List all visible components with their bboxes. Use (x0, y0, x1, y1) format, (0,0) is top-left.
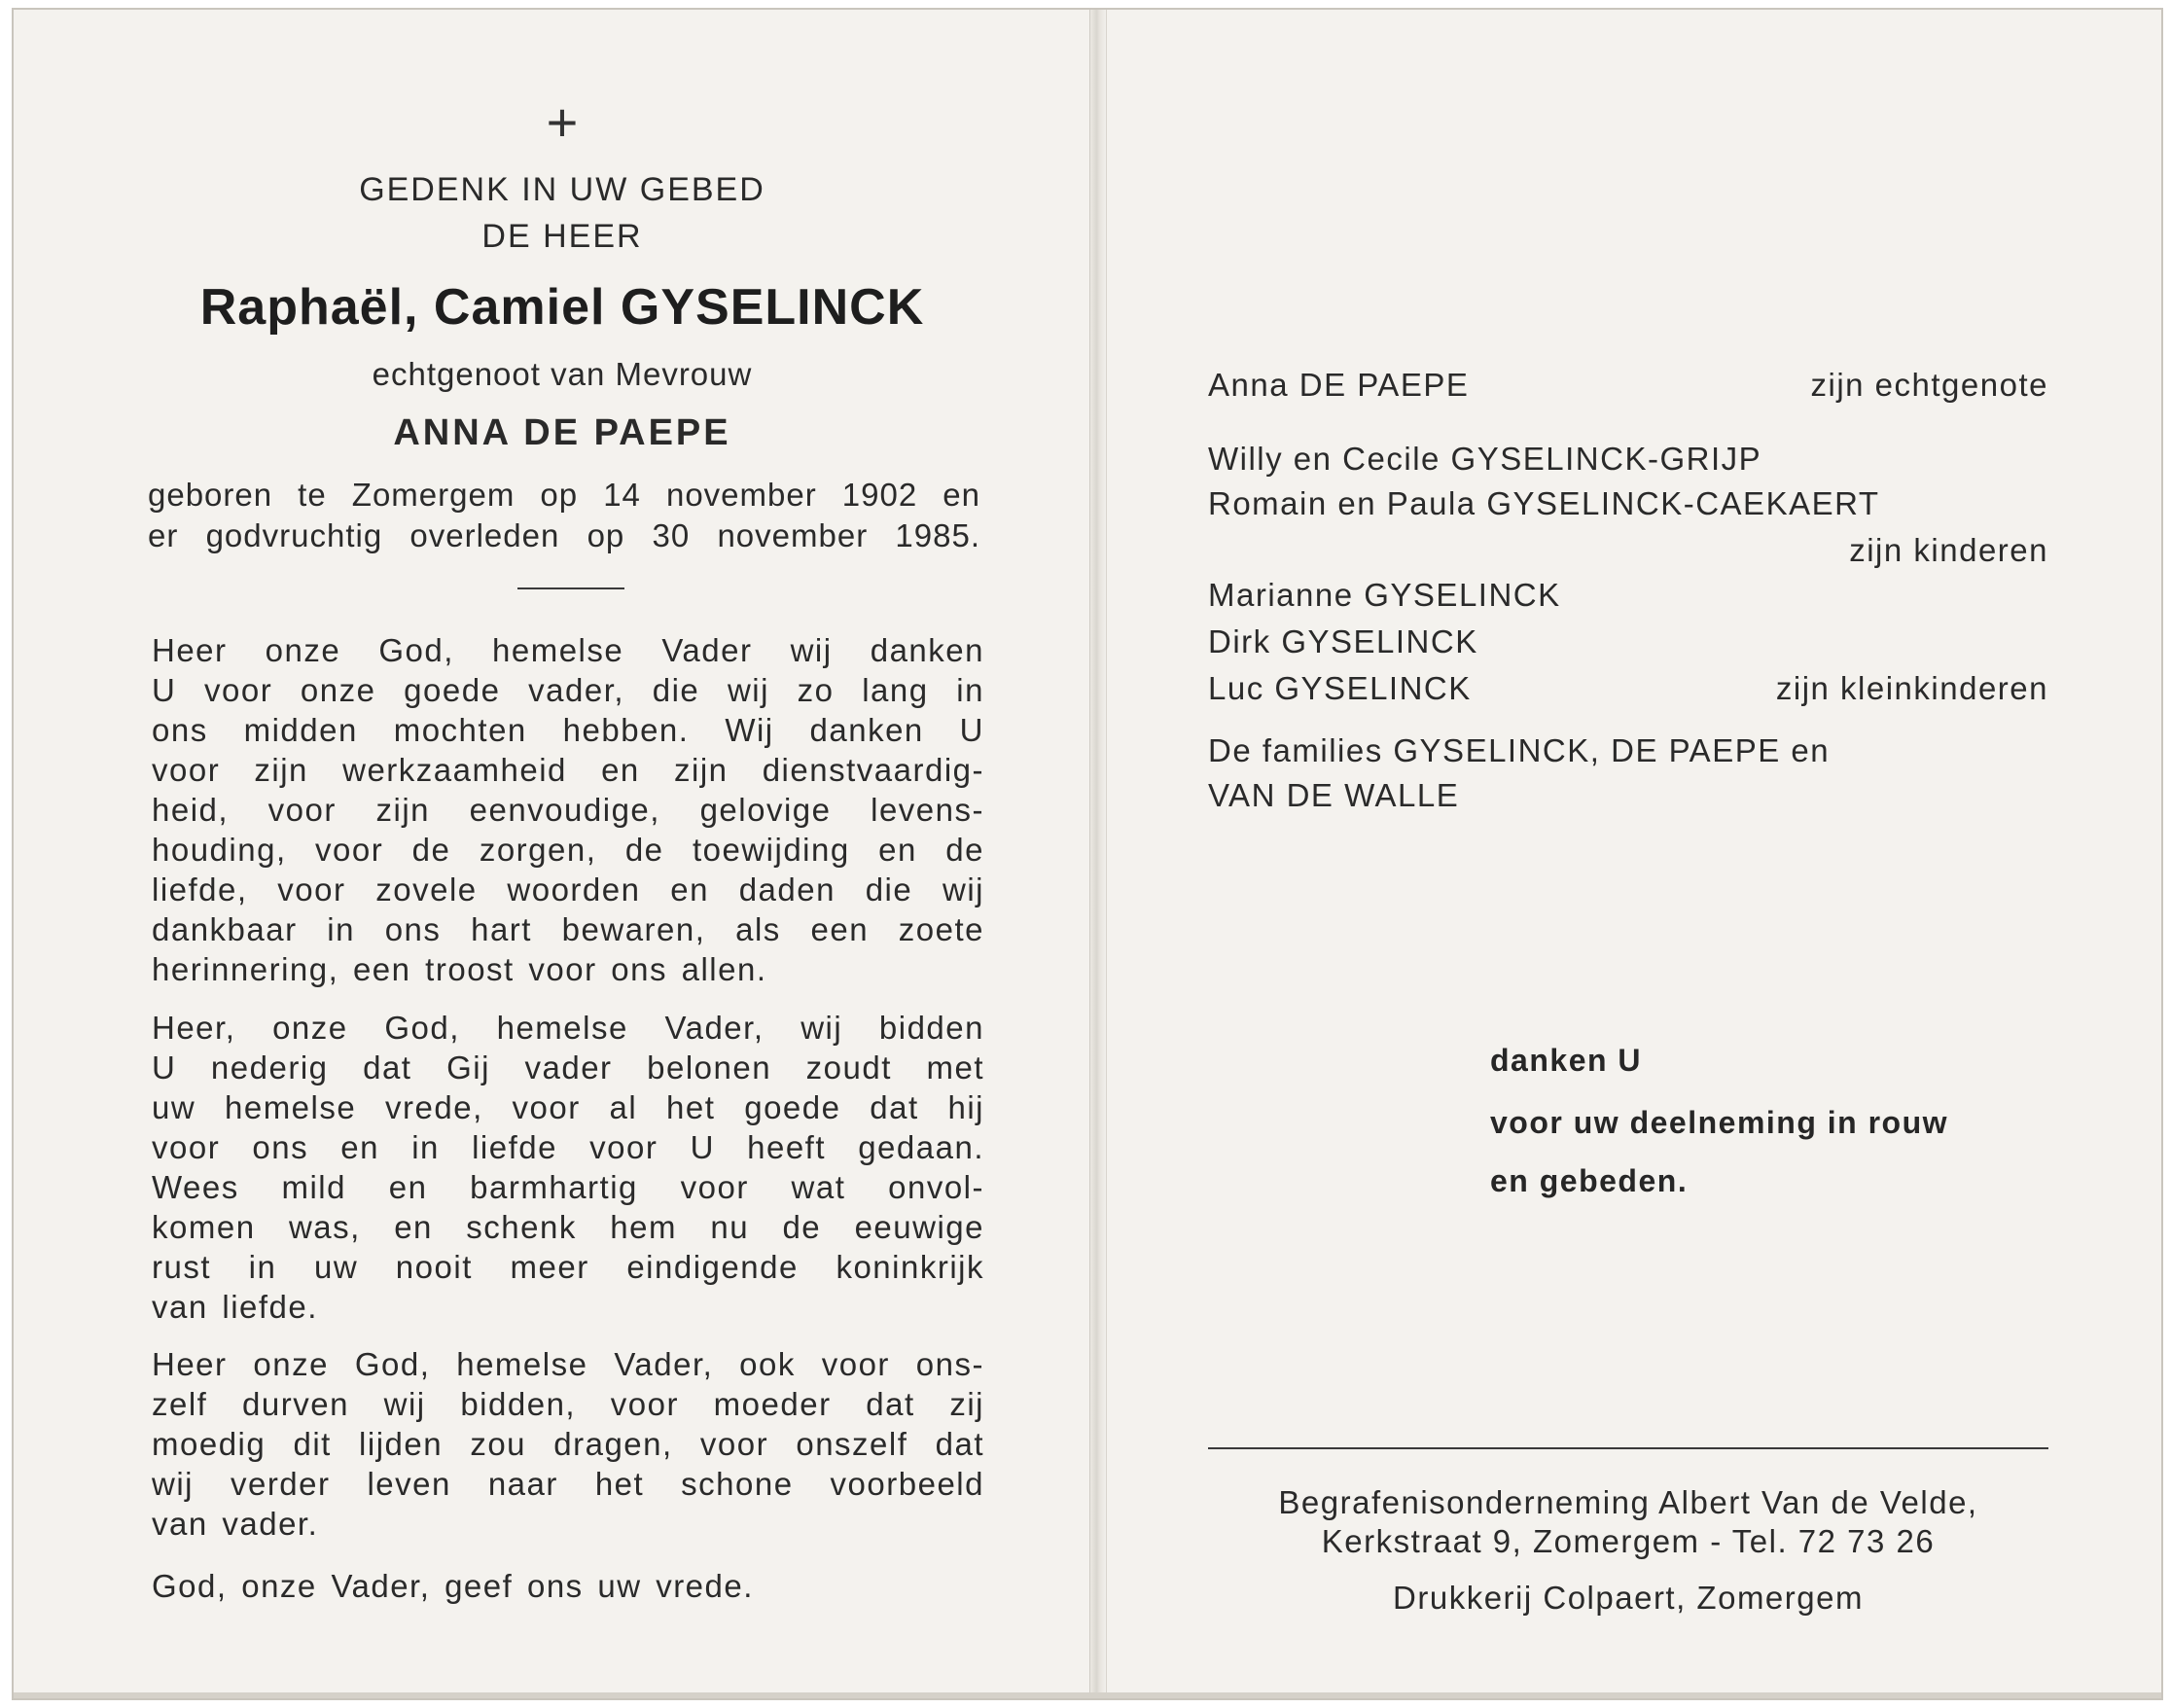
prayer-line: voor ons en in liefde voor U heeft gedaan. (152, 1129, 984, 1165)
undertaker-line-1: Begrafenisonderneming Albert Van de Velde, (1278, 1484, 1978, 1520)
card-edge (14, 1692, 2161, 1698)
prayer-line: voor zijn werkzaamheid en zijn dienstvaardig- (152, 752, 984, 788)
family-name: Luc GYSELINCK (1208, 670, 1472, 706)
footer-divider (1208, 1447, 2048, 1449)
family-row (1208, 774, 2048, 817)
heading-line-2: DE HEER (481, 218, 643, 255)
prayer-line: komen was, en schenk hem nu de eeuwige (152, 1209, 984, 1245)
family-relation: zijn kinderen (1849, 532, 2048, 568)
memorial-card (12, 8, 2163, 1700)
spouse-intro: echtgenoot van Mevrouw (372, 356, 753, 392)
dates-line-1: geboren te Zomergem op 14 november 1902 en (148, 477, 980, 513)
prayer-line: U voor onze goede vader, die wij zo lang in (152, 672, 984, 708)
deceased-name: Raphaël, Camiel GYSELINCK (199, 279, 925, 336)
cross-icon: + (546, 91, 579, 153)
prayer-line: ons midden mochten hebben. Wij danken U (152, 712, 984, 748)
family-name: De families GYSELINCK, DE PAEPE en (1208, 732, 1831, 768)
thanks-line-3: en gebeden. (1490, 1163, 1689, 1198)
prayer-paragraph-2 (152, 1008, 984, 1327)
family-name: Marianne GYSELINCK (1208, 577, 1561, 613)
prayer-paragraph-4 (152, 1566, 984, 1606)
dates-line-2: er godvruchtig overleden op 30 november 1985. (148, 517, 980, 553)
heading-line-1: GEDENK IN UW GEBED (359, 171, 765, 208)
prayer-line: van liefde. (152, 1289, 318, 1325)
family-name: VAN DE WALLE (1208, 777, 1460, 813)
prayer-line: God, onze Vader, geef ons uw vrede. (152, 1568, 754, 1604)
prayer-line: liefde, voor zovele woorden en daden die wij (152, 872, 984, 907)
prayer-line: houding, voor de zorgen, de toewijding en de (152, 832, 984, 868)
family-row (1208, 364, 2048, 407)
prayer-line: Wees mild en barmhartig voor wat onvol- (152, 1169, 984, 1205)
printer-credit: Drukkerij Colpaert, Zomergem (1393, 1580, 1864, 1616)
family-name: Anna DE PAEPE (1208, 367, 1470, 403)
prayer-paragraph-1 (152, 630, 984, 989)
prayer-line: herinnering, een troost voor ons allen. (152, 951, 767, 987)
family-relation: zijn kleinkinderen (1775, 670, 2048, 706)
spouse-name: ANNA DE PAEPE (393, 412, 731, 453)
thanks-line-2: voor uw deelneming in rouw (1490, 1105, 1949, 1140)
family-row (1208, 667, 2048, 710)
thanks-line-1: danken U (1490, 1043, 1643, 1078)
family-row (1208, 438, 2048, 480)
prayer-line: dankbaar in ons hart bewaren, als een zoete (152, 911, 984, 947)
family-name: Willy en Cecile GYSELINCK-GRIJP (1208, 441, 1762, 477)
prayer-line: Heer onze God, hemelse Vader, ook voor ons- (152, 1346, 984, 1382)
prayer-paragraph-3 (152, 1344, 984, 1544)
prayer-line: moedig dit lijden zou dragen, voor onszelf dat (152, 1426, 984, 1462)
prayer-line: Heer, onze God, hemelse Vader, wij bidden (152, 1010, 984, 1046)
family-row (1208, 621, 2048, 663)
prayer-line: U nederig dat Gij vader belonen zoudt met (152, 1050, 984, 1085)
undertaker-line-2: Kerkstraat 9, Zomergem - Tel. 72 73 26 (1321, 1523, 1936, 1559)
prayer-line: heid, voor zijn eenvoudige, gelovige levens- (152, 792, 984, 828)
family-row (1208, 574, 2048, 617)
prayer-line: uw hemelse vrede, voor al het goede dat hij (152, 1089, 984, 1125)
prayer-line: van vader. (152, 1506, 319, 1542)
card-fold (1089, 10, 1107, 1698)
divider (517, 587, 624, 589)
family-name: Dirk GYSELINCK (1208, 623, 1478, 659)
family-row (1208, 529, 2048, 572)
family-row (1208, 729, 2048, 772)
family-row (1208, 482, 2048, 525)
prayer-line: wij verder leven naar het schone voorbeeld (152, 1466, 984, 1502)
prayer-line: rust in uw nooit meer eindigende koninkrijk (152, 1249, 984, 1285)
family-relation: zijn echtgenote (1810, 367, 2048, 403)
prayer-line: Heer onze God, hemelse Vader wij danken (152, 632, 984, 668)
family-name: Romain en Paula GYSELINCK-CAEKAERT (1208, 485, 1880, 521)
prayer-line: zelf durven wij bidden, voor moeder dat zij (152, 1386, 984, 1422)
